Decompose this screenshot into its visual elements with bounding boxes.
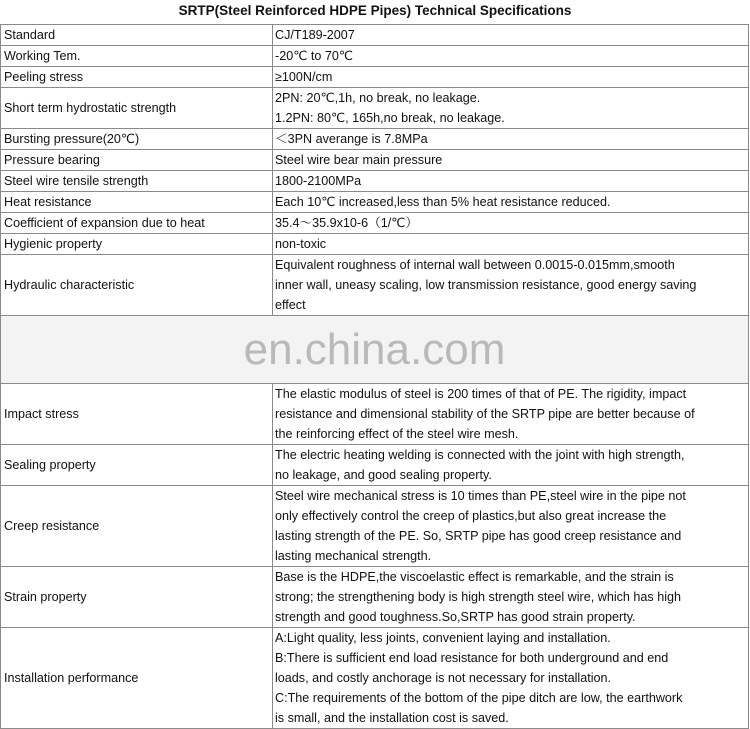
spec-value: [273, 67, 749, 88]
table-row: [1, 171, 749, 192]
spec-value-line: -20℃ to 70℃: [275, 49, 353, 63]
spec-label: Installation performance: [1, 628, 273, 729]
spec-value-line: 1.2PN: 80℃, 165h,no break, no leakage.: [275, 111, 505, 125]
spec-value-line: C:The requirements of the bottom of the pipe ditch are low, the earthwork: [275, 691, 683, 705]
table-row: [1, 129, 749, 150]
spec-value-line: Equivalent roughness of internal wall between 0.0015-0.015mm,smooth: [275, 258, 675, 272]
table-row: [1, 234, 749, 255]
spec-value-line: 1800-2100MPa: [275, 174, 362, 188]
spec-value: [273, 628, 749, 729]
table-row: [1, 213, 749, 234]
watermark-text: en.china.com: [243, 325, 506, 374]
spec-value: [273, 567, 749, 628]
spec-value-line: Steel wire bear main pressure: [275, 153, 443, 167]
spec-value-line: loads, and costly anchorage is not necessary for installation.: [275, 671, 612, 685]
spec-label: Standard: [1, 25, 273, 46]
table-row: [1, 67, 749, 88]
table-row: [1, 567, 749, 628]
spec-label: Creep resistance: [1, 486, 273, 567]
spec-value: [273, 445, 749, 486]
spec-label: Steel wire tensile strength: [1, 171, 273, 192]
spec-value-line: 35.4～35.9x10-6（1/℃）: [275, 216, 418, 230]
spec-value: [273, 171, 749, 192]
spec-value: [273, 192, 749, 213]
spec-value: [273, 234, 749, 255]
spec-label: Pressure bearing: [1, 150, 273, 171]
spec-label: Sealing property: [1, 445, 273, 486]
table-row: [1, 150, 749, 171]
spec-value-line: B:There is sufficient end load resistance for both underground and end: [275, 651, 669, 665]
spec-value-line: strong; the strengthening body is high strength steel wire, which has high: [275, 590, 682, 604]
table-row: [1, 628, 749, 729]
spec-value: [273, 213, 749, 234]
spec-value-line: A:Light quality, less joints, convenient laying and installation.: [275, 631, 611, 645]
spec-value-line: lasting strength of the PE. So, SRTP pipe has good creep resistance and: [275, 529, 682, 543]
spec-label: Coefficient of expansion due to heat: [1, 213, 273, 234]
spec-value: [273, 486, 749, 567]
spec-value-line: Base is the HDPE,the viscoelastic effect is remarkable, and the strain is: [275, 570, 674, 584]
spec-label: Hygienic property: [1, 234, 273, 255]
spec-value-line: Steel wire mechanical stress is 10 times than PE,steel wire in the pipe not: [275, 489, 686, 503]
spec-value-line: The electric heating welding is connected with the joint with high strength,: [275, 448, 685, 462]
spec-value-line: inner wall, uneasy scaling, low transmission resistance, good energy saving: [275, 278, 697, 292]
spec-label: Impact stress: [1, 384, 273, 445]
page-title: SRTP(Steel Reinforced HDPE Pipes) Technical Specifications: [178, 3, 572, 18]
spec-value-line: ＜3PN averange is 7.8MPa: [275, 132, 428, 146]
spec-value-line: CJ/T189-2007: [275, 28, 355, 42]
spec-value-line: ≥100N/cm: [275, 70, 333, 84]
table-row: [1, 255, 749, 316]
watermark: [1, 316, 749, 384]
spec-value-line: resistance and dimensional stability of the SRTP pipe are better because of: [275, 407, 695, 421]
spec-label: Heat resistance: [1, 192, 273, 213]
watermark-row: [1, 316, 749, 384]
spec-table: [0, 24, 749, 729]
table-row: [1, 384, 749, 445]
spec-value-line: no leakage, and good sealing property.: [275, 468, 492, 482]
spec-value-line: The elastic modulus of steel is 200 times of that of PE. The rigidity, impact: [275, 387, 687, 401]
table-row: [1, 486, 749, 567]
spec-value-line: strength and good toughness.So,SRTP has good strain property.: [275, 610, 636, 624]
spec-value-line: only effectively control the creep of plastics,but also great increase the: [275, 509, 667, 523]
spec-label: Hydraulic characteristic: [1, 255, 273, 316]
spec-value: [273, 25, 749, 46]
table-row: [1, 192, 749, 213]
spec-value-line: lasting mechanical strength.: [275, 549, 432, 563]
spec-value: [273, 129, 749, 150]
spec-value-line: is small, and the installation cost is saved.: [275, 711, 509, 725]
spec-label: Peeling stress: [1, 67, 273, 88]
spec-value: [273, 255, 749, 316]
spec-value: [273, 150, 749, 171]
table-row: [1, 25, 749, 46]
spec-label: Working Tem.: [1, 46, 273, 67]
spec-label: Strain property: [1, 567, 273, 628]
spec-value-line: 2PN: 20℃,1h, no break, no leakage.: [275, 91, 481, 105]
spec-value: [273, 88, 749, 129]
spec-value-line: the reinforcing effect of the steel wire mesh.: [275, 427, 519, 441]
spec-value-line: effect: [275, 298, 306, 312]
spec-label: Short term hydrostatic strength: [1, 88, 273, 129]
spec-value: [273, 384, 749, 445]
spec-value-line: Each 10℃ increased,less than 5% heat resistance reduced.: [275, 195, 611, 209]
spec-label: Bursting pressure(20℃): [1, 129, 273, 150]
spec-value-line: non-toxic: [275, 237, 327, 251]
table-row: [1, 46, 749, 67]
spec-value: [273, 46, 749, 67]
table-row: [1, 88, 749, 129]
table-row: [1, 445, 749, 486]
